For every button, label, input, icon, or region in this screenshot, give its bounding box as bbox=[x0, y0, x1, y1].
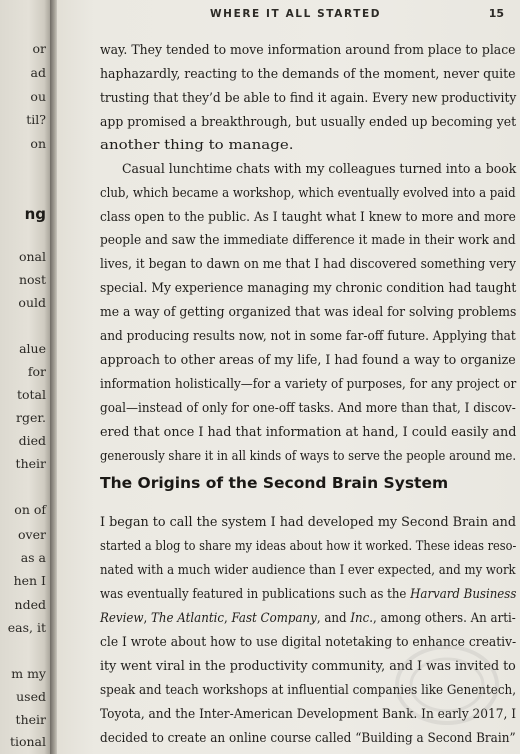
left-page-text: nded bbox=[14, 597, 46, 612]
body-line: another thing to manage. bbox=[100, 138, 294, 153]
section-heading: The Origins of the Second Brain System bbox=[100, 474, 449, 492]
body-line: people and saw the immediate difference it made in their work and bbox=[100, 233, 516, 248]
left-page-text: died bbox=[18, 433, 46, 448]
body-line: started a blog to share my ideas about how it worked. These ideas reso- bbox=[100, 539, 517, 554]
body-line: class open to the public. As I taught what I knew to more and more bbox=[100, 210, 516, 225]
body-line bbox=[100, 611, 516, 626]
left-page-text: alue bbox=[19, 341, 46, 356]
publication-title: Review bbox=[100, 611, 144, 626]
left-page-text: over bbox=[18, 527, 46, 542]
publication-title: Fast Company bbox=[231, 611, 317, 626]
body-line: lives, it began to dawn on me that I had discovered something very bbox=[100, 257, 517, 272]
body-line: nated with a much wider audience than I ever expected, and my work bbox=[100, 563, 516, 578]
text-run: , bbox=[223, 611, 232, 626]
body-line: haphazardly, reacting to the demands of the moment, never quite bbox=[100, 67, 516, 82]
body-line: way. They tended to move information around from place to place bbox=[100, 43, 516, 58]
body-line: I began to call the system I had developed my Second Brain and bbox=[100, 515, 517, 530]
text-run: was eventually featured in publications such as the bbox=[100, 587, 411, 602]
right-page bbox=[57, 0, 520, 754]
body-line: club, which became a workshop, which eventually evolved into a paid bbox=[100, 186, 516, 201]
page-number: 15 bbox=[488, 7, 504, 20]
left-page-text: on of bbox=[14, 502, 46, 517]
text-run: , bbox=[143, 611, 152, 626]
left-page-text: eas, it bbox=[7, 620, 46, 635]
body-line: cle I wrote about how to use digital notetaking to enhance creativ- bbox=[100, 635, 517, 650]
left-page-text: ould bbox=[18, 295, 46, 310]
body-line: decided to create an online course called “Building a Second Brain” bbox=[100, 731, 516, 746]
left-page-text: total bbox=[16, 387, 46, 402]
left-page-text: for bbox=[27, 364, 46, 379]
publication-title: The Atlantic bbox=[151, 611, 224, 626]
left-page-text: m my bbox=[11, 666, 46, 681]
text-run: , and bbox=[316, 611, 351, 626]
body-line: Toyota, and the Inter-American Development Bank. In early 2017, I bbox=[100, 707, 517, 722]
text-run: , among others. An arti- bbox=[373, 611, 516, 626]
left-page-text: on bbox=[30, 136, 46, 151]
left-page-text: their bbox=[15, 712, 46, 727]
publication-title: Harvard Business bbox=[410, 587, 517, 602]
body-line: ered that once I had that information at hand, I could easily and bbox=[100, 425, 517, 440]
left-page-text: ou bbox=[30, 89, 46, 104]
left-page-text: til? bbox=[26, 112, 46, 127]
left-page-text: as a bbox=[20, 550, 46, 565]
left-page-text: or bbox=[32, 41, 46, 56]
left-page-text: ad bbox=[30, 65, 46, 80]
running-head: WHERE IT ALL STARTED bbox=[210, 8, 382, 20]
left-page-edge bbox=[0, 0, 52, 754]
body-line: app promised a breakthrough, but usually ended up becoming yet bbox=[100, 115, 517, 130]
left-page-text: nost bbox=[18, 272, 46, 287]
body-line: special. My experience managing my chronic condition had taught bbox=[100, 281, 517, 296]
body-line: trusting that they’d be able to find it again. Every new productivity bbox=[100, 91, 517, 106]
watermark-seal bbox=[392, 640, 502, 730]
left-page-text: used bbox=[16, 689, 46, 704]
left-page-text: hen I bbox=[13, 573, 46, 588]
body-line bbox=[100, 587, 516, 602]
publication-title: Inc. bbox=[350, 611, 374, 626]
left-page-text: rger. bbox=[16, 410, 46, 425]
body-line: goal—instead of only for one-off tasks. And more than that, I discov- bbox=[100, 401, 516, 416]
body-line: Casual lunchtime chats with my colleagues turned into a book bbox=[122, 162, 517, 177]
body-line: approach to other areas of my life, I had found a way to organize bbox=[100, 353, 516, 368]
body-line: generously share it in all kinds of ways to serve the people around me. bbox=[100, 449, 517, 464]
body-line: speak and teach workshops at influential companies like Genentech, bbox=[100, 683, 517, 698]
left-page-heading-fragment: ng bbox=[24, 205, 46, 223]
left-page-text: tional bbox=[9, 734, 46, 749]
body-line: ity went viral in the productivity community, and I was invited to bbox=[100, 659, 516, 674]
body-line: and producing results now, not in some far-off future. Applying that bbox=[100, 329, 516, 344]
left-page-text: their bbox=[15, 456, 46, 471]
left-page-text: onal bbox=[18, 249, 46, 264]
body-line: information holistically—for a variety of purposes, for any project or bbox=[100, 377, 517, 392]
body-line: me a way of getting organized that was ideal for solving problems bbox=[100, 305, 517, 320]
